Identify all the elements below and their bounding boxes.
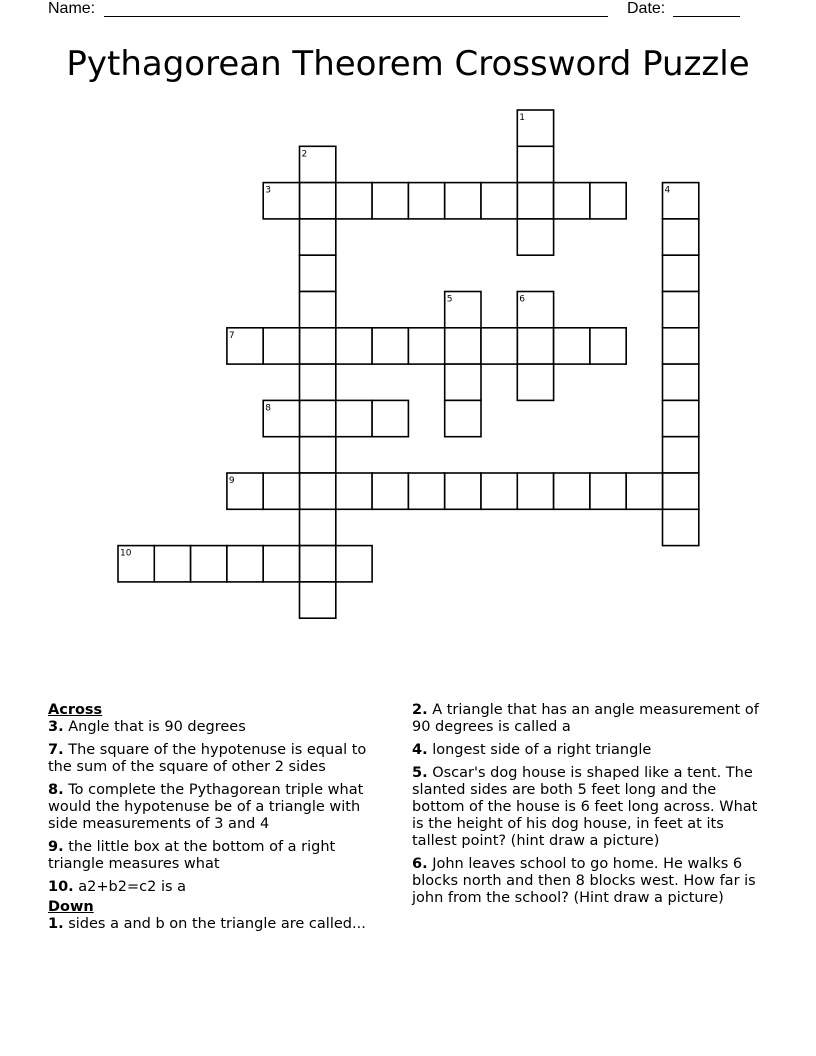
clue-item: [48, 916, 393, 933]
crossword-cell[interactable]: [554, 183, 590, 219]
crossword-cell[interactable]: [336, 546, 372, 582]
crossword-cell[interactable]: [300, 219, 336, 255]
clue-item: [412, 742, 772, 759]
crossword-cell[interactable]: [300, 292, 336, 328]
crossword-cell[interactable]: [300, 328, 336, 364]
across-heading: Across: [48, 702, 103, 718]
crossword-cell[interactable]: [554, 328, 590, 364]
crossword-cell[interactable]: [554, 473, 590, 509]
clue-text: John leaves school to go home. He walks 6 blocks north and then 8 blocks west. How far is john from the school? (Hint draw a picture): [412, 856, 756, 906]
clue-item: [412, 765, 772, 850]
name-label: Name:: [48, 0, 96, 17]
crossword-cell[interactable]: [626, 473, 662, 509]
clue-number: 6.: [412, 856, 428, 872]
crossword-cell[interactable]: [481, 473, 517, 509]
crossword-cell[interactable]: [663, 437, 699, 473]
clue-text: Oscar's dog house is shaped like a tent. The slanted sides are both 5 feet long and the bottom of the house is 6 feet long across. What is the height of his dog house, in feet at its tallest point? (hint draw a picture): [412, 765, 758, 849]
crossword-cell[interactable]: [336, 328, 372, 364]
crossword-cell[interactable]: [590, 473, 626, 509]
clue-text: The square of the hypotenuse is equal to the sum of the square of other 2 sides: [48, 742, 367, 775]
clue-item: [48, 782, 393, 833]
clue-number: 4.: [412, 742, 428, 758]
crossword-cell[interactable]: [336, 473, 372, 509]
crossword-cell[interactable]: [663, 473, 699, 509]
date-label: Date:: [627, 0, 666, 17]
clue-item: [48, 879, 393, 896]
clue-number-label: 2: [301, 149, 308, 160]
crossword-cell[interactable]: [300, 364, 336, 400]
clue-text: a2+b2=c2 is a: [73, 879, 187, 895]
crossword-cell[interactable]: [372, 183, 408, 219]
clue-text: Angle that is 90 degrees: [63, 719, 246, 735]
crossword-cell[interactable]: [517, 146, 553, 182]
clue-number: 1.: [48, 916, 64, 932]
crossword-cell[interactable]: [300, 546, 336, 582]
crossword-cell[interactable]: [445, 473, 481, 509]
clue-number-label: 4: [664, 185, 671, 196]
clue-column-left: [48, 702, 393, 939]
crossword-cell[interactable]: [663, 292, 699, 328]
page-title: Pythagorean Theorem Crossword Puzzle: [66, 44, 750, 84]
clue-number-label: 6: [519, 294, 526, 305]
crossword-cell[interactable]: [372, 400, 408, 436]
crossword-cell[interactable]: [445, 183, 481, 219]
crossword-cell[interactable]: [154, 546, 190, 582]
crossword-cell[interactable]: [300, 255, 336, 291]
crossword-cell[interactable]: [481, 183, 517, 219]
clue-number-label: 9: [228, 476, 235, 486]
crossword-cell[interactable]: [372, 473, 408, 509]
crossword-cell[interactable]: [663, 509, 699, 545]
clue-item: [412, 856, 772, 907]
clue-number-label: 7: [228, 330, 235, 341]
crossword-cell[interactable]: [663, 255, 699, 291]
clue-number-label: 10: [120, 548, 132, 559]
clue-number-label: 1: [519, 113, 526, 123]
crossword-cell[interactable]: [408, 183, 444, 219]
crossword-cell[interactable]: [300, 400, 336, 436]
crossword-cell[interactable]: [445, 364, 481, 400]
clue-text: the little box at the bottom of a right triangle measures what: [48, 839, 336, 872]
clue-text: longest side of a right triangle: [427, 742, 652, 758]
crossword-cell[interactable]: [300, 473, 336, 509]
clue-number: 8.: [48, 782, 64, 798]
crossword-cell[interactable]: [300, 509, 336, 545]
crossword-cell[interactable]: [517, 219, 553, 255]
crossword-cell[interactable]: [372, 328, 408, 364]
crossword-cell[interactable]: [663, 328, 699, 364]
crossword-cell[interactable]: [191, 546, 227, 582]
crossword-cell[interactable]: [517, 473, 553, 509]
clue-number: 3.: [48, 719, 64, 735]
crossword-cell[interactable]: [263, 546, 299, 582]
crossword-cell[interactable]: [445, 400, 481, 436]
crossword-cell[interactable]: [445, 328, 481, 364]
clue-column-right: [412, 702, 772, 913]
clue-number: 7.: [48, 742, 64, 758]
crossword-cell[interactable]: [263, 473, 299, 509]
clue-number-label: 8: [265, 403, 271, 414]
crossword-cell[interactable]: [336, 400, 372, 436]
clue-item: [412, 702, 772, 736]
crossword-cell[interactable]: [408, 473, 444, 509]
crossword-cell[interactable]: [263, 328, 299, 364]
crossword-cell[interactable]: [300, 582, 336, 618]
crossword-cell[interactable]: [408, 328, 444, 364]
clue-text: A triangle that has an angle measurement of 90 degrees is called a: [412, 702, 759, 735]
crossword-cell[interactable]: [336, 183, 372, 219]
clue-number: 2.: [412, 702, 428, 718]
down-heading: Down: [48, 899, 94, 915]
crossword-cell[interactable]: [481, 328, 517, 364]
crossword-cell[interactable]: [517, 364, 553, 400]
clue-item: [48, 839, 393, 873]
crossword-cell[interactable]: [590, 183, 626, 219]
crossword-cell[interactable]: [300, 437, 336, 473]
clue-number: 5.: [412, 765, 428, 781]
clue-number: 10.: [48, 879, 74, 895]
crossword-cell[interactable]: [663, 400, 699, 436]
clue-text: sides a and b on the triangle are called...: [63, 916, 366, 932]
clue-number: 9.: [48, 839, 64, 855]
crossword-cell[interactable]: [517, 183, 553, 219]
clue-item: [48, 719, 393, 736]
clue-item: [48, 742, 393, 776]
crossword-cell[interactable]: [227, 546, 263, 582]
crossword-cell[interactable]: [590, 328, 626, 364]
crossword-cell[interactable]: [517, 328, 553, 364]
clue-number-label: 3: [265, 185, 271, 196]
crossword-cell[interactable]: [663, 219, 699, 255]
clue-text: To complete the Pythagorean triple what would the hypotenuse be of a triangle with side measurements of 3 and 4: [48, 782, 364, 832]
clue-number-label: 5: [446, 294, 453, 305]
crossword-cell[interactable]: [663, 364, 699, 400]
crossword-cell[interactable]: [300, 183, 336, 219]
